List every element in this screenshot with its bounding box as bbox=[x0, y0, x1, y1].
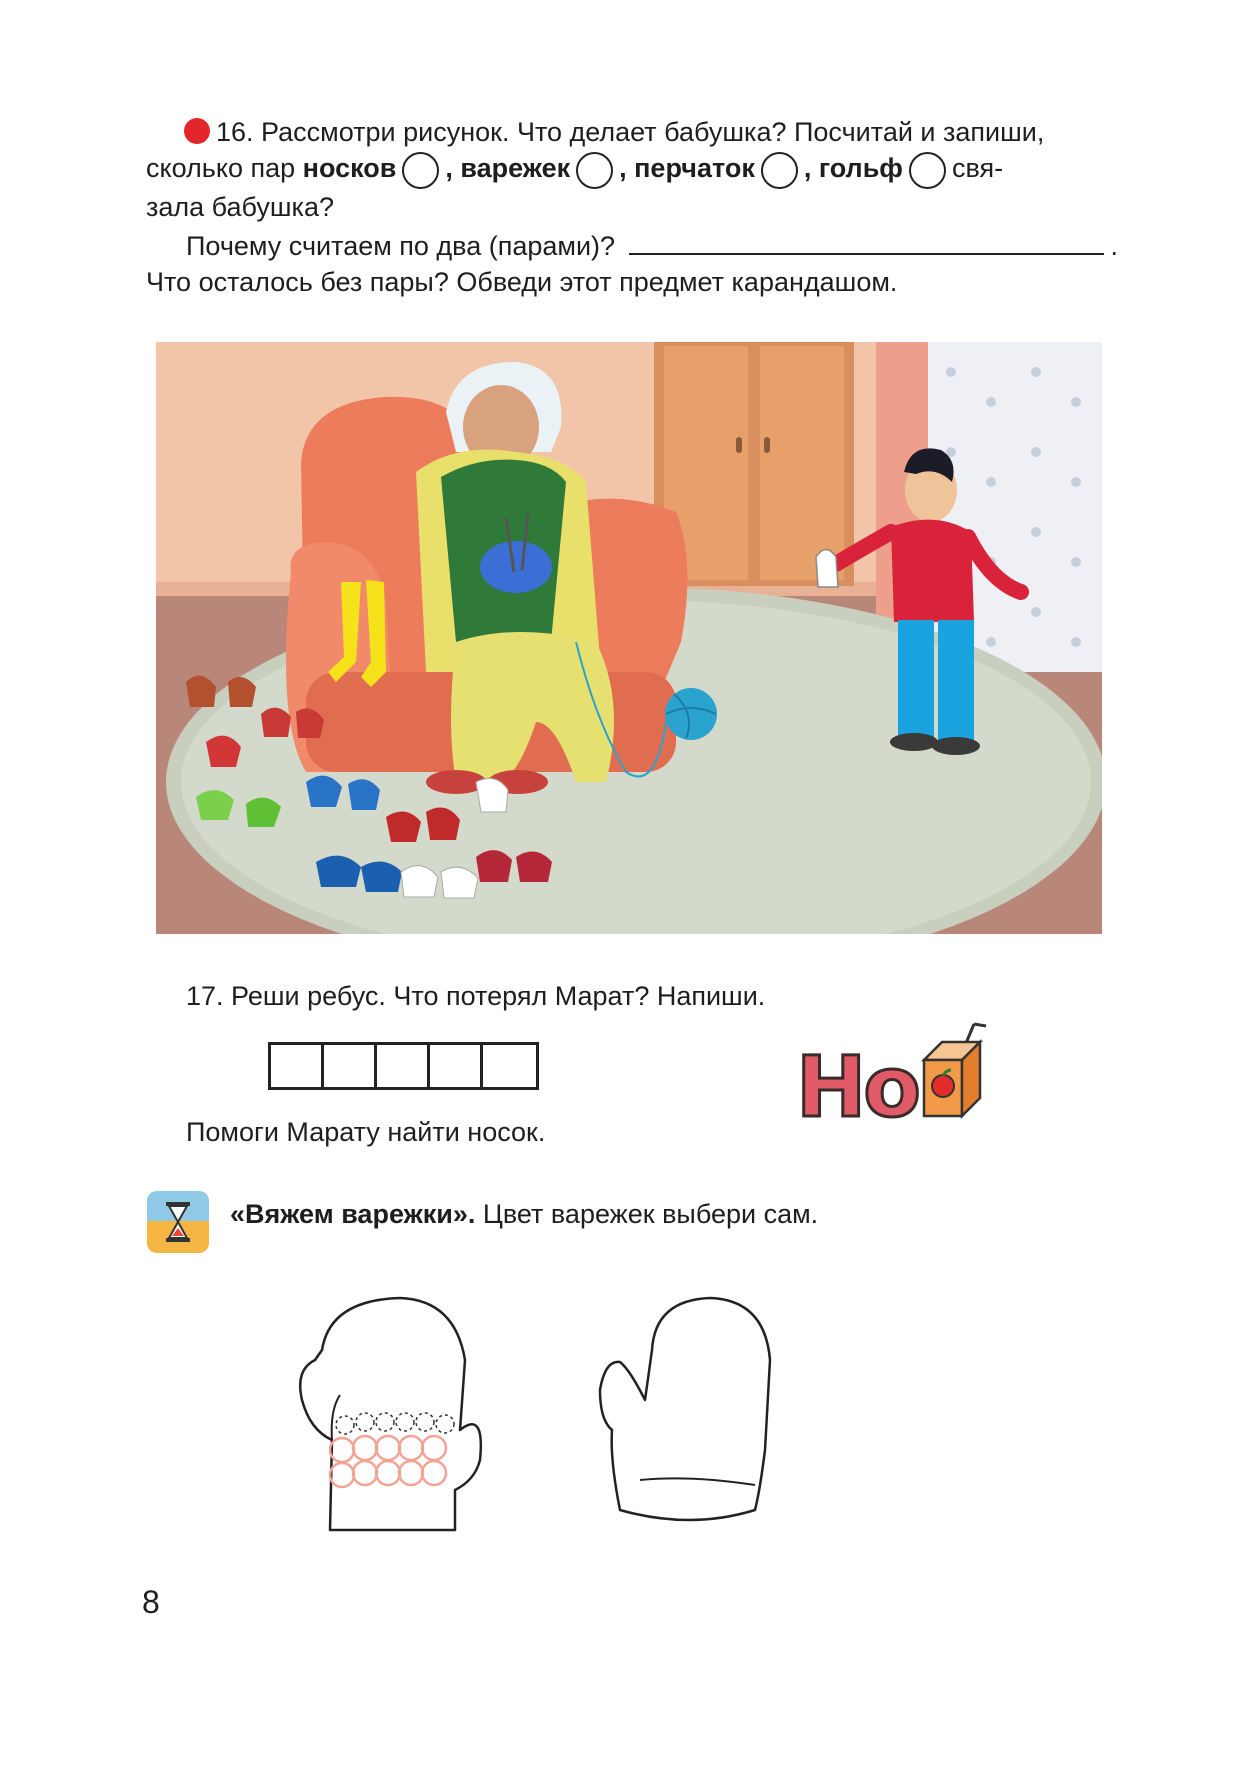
page-number: 8 bbox=[142, 1584, 160, 1620]
answer-cell-2[interactable] bbox=[324, 1045, 377, 1087]
knitting-task bbox=[230, 1196, 818, 1232]
task-16-line2-suffix: свя- bbox=[951, 153, 1004, 183]
answer-circle-mittens[interactable] bbox=[576, 152, 613, 189]
question-why-end: . bbox=[1110, 231, 1118, 261]
grandma-knitting-illustration bbox=[156, 342, 1102, 934]
answer-circle-gloves[interactable] bbox=[761, 152, 798, 189]
answer-circle-knee-socks[interactable] bbox=[909, 152, 946, 189]
mitten-right[interactable] bbox=[600, 1298, 770, 1520]
answer-cell-4[interactable] bbox=[430, 1045, 483, 1087]
answer-cell-1[interactable] bbox=[271, 1045, 324, 1087]
mitten-left[interactable] bbox=[300, 1298, 481, 1530]
answer-line[interactable] bbox=[629, 252, 1104, 255]
item-gloves: , перчаток bbox=[619, 153, 755, 183]
juice-box-icon bbox=[902, 1020, 1002, 1120]
hourglass-icon bbox=[146, 1190, 210, 1254]
knitting-title: «Вяжем варежки». bbox=[230, 1199, 476, 1229]
answer-cell-3[interactable] bbox=[377, 1045, 430, 1087]
knitting-text: Цвет варежек выбери сам. bbox=[482, 1199, 819, 1229]
answer-circle-socks[interactable] bbox=[402, 152, 439, 189]
help-text: Помоги Марату найти носок. bbox=[186, 1117, 546, 1147]
red-bullet-icon bbox=[184, 118, 210, 144]
task-16-line3: зала бабушка? bbox=[146, 192, 334, 222]
answer-cell-5[interactable] bbox=[483, 1045, 536, 1087]
item-knee-socks: , гольф bbox=[803, 153, 903, 183]
task-16-line1: 16. Рассмотри рисунок. Что делает бабушка? Посчитай и запиши, bbox=[146, 114, 1118, 150]
question-why-line bbox=[146, 228, 1118, 264]
item-mittens: , варежек bbox=[445, 153, 571, 183]
task-17-text: 17. Реши ребус. Что потерял Марат? Напиши. bbox=[186, 981, 766, 1011]
question-why: Почему считаем по два (парами)? bbox=[186, 231, 616, 261]
item-socks: носков bbox=[302, 153, 397, 183]
rebus-letters: Но bbox=[796, 1038, 919, 1136]
mittens-to-color bbox=[290, 1290, 850, 1560]
answer-boxes bbox=[268, 1042, 539, 1090]
task-16-text bbox=[146, 114, 1118, 225]
task-16-line2-prefix: сколько пар bbox=[146, 153, 296, 183]
question-block bbox=[146, 228, 1118, 300]
question-unpaired: Что осталось без пары? Обведи этот предмет карандашом. bbox=[146, 267, 898, 297]
